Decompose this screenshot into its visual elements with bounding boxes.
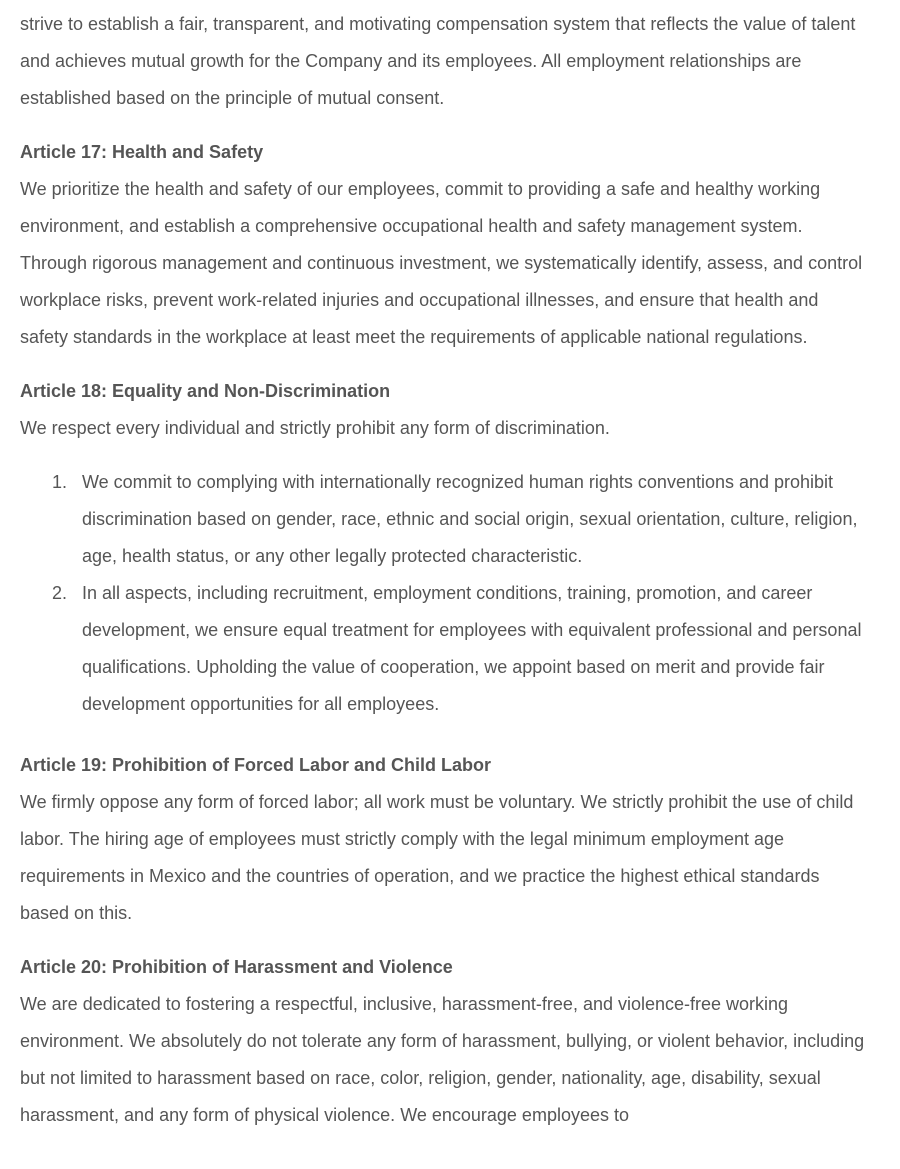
list-item-number: 1. [52, 472, 68, 492]
document-page [20, 6, 865, 1134]
article-18-heading: Article 18: Equality and Non-Discrimination [20, 381, 391, 401]
article-19-section [20, 747, 865, 932]
article-18-list [20, 464, 865, 723]
list-item-text: We commit to complying with internationally recognized human rights conventions and prohibit discrimination based on gender, race, ethnic and social origin, sexual orientation, culture, religion, age, health status, or any other legally protected characteristic. [82, 472, 858, 566]
article-19-body: We firmly oppose any form of forced labor; all work must be voluntary. We strictly prohibit the use of child labor. The hiring age of employees must strictly comply with the legal minimum employment age requirements in Mexico and the countries of operation, and we practice the highest ethical standards based on this. [20, 792, 854, 923]
intro-paragraph: strive to establish a fair, transparent, and motivating compensation system that reflects the value of talent and achieves mutual growth for the Company and its employees. All employment relationships are established based on the principle of mutual consent. [20, 14, 856, 108]
list-item [20, 575, 865, 723]
article-17-heading: Article 17: Health and Safety [20, 142, 264, 162]
article-17-body: We prioritize the health and safety of our employees, commit to providing a safe and healthy working environment, and establish a comprehensive occupational health and safety management system. Through rigorous management and continuous investment, we systematically identify, assess, and control workplace risks, prevent work-related injuries and occupational illnesses, and ensure that health and safety standards in the workplace at least meet the requirements of applicable national regulations. [20, 179, 863, 347]
article-18-section [20, 373, 865, 723]
article-20-body: We are dedicated to fostering a respectful, inclusive, harassment-free, and violence-free working environment. We absolutely do not tolerate any form of harassment, bullying, or violent behavior, including but not limited to harassment based on race, color, religion, gender, nationality, age, disability, sexual harassment, and any form of physical violence. We encourage employees to [20, 994, 865, 1125]
list-item-number: 2. [52, 583, 68, 603]
article-20-heading: Article 20: Prohibition of Harassment and Violence [20, 957, 453, 977]
article-17-section [20, 134, 865, 356]
list-item-text: In all aspects, including recruitment, employment conditions, training, promotion, and career development, we ensure equal treatment for employees with equivalent professional and personal qualifications. Upholding the value of cooperation, we appoint based on merit and provide fair development opportunities for all employees. [82, 583, 862, 714]
list-item [20, 464, 865, 575]
article-19-heading: Article 19: Prohibition of Forced Labor and Child Labor [20, 755, 492, 775]
article-20-section [20, 949, 865, 1134]
article-18-body: We respect every individual and strictly prohibit any form of discrimination. [20, 418, 610, 438]
